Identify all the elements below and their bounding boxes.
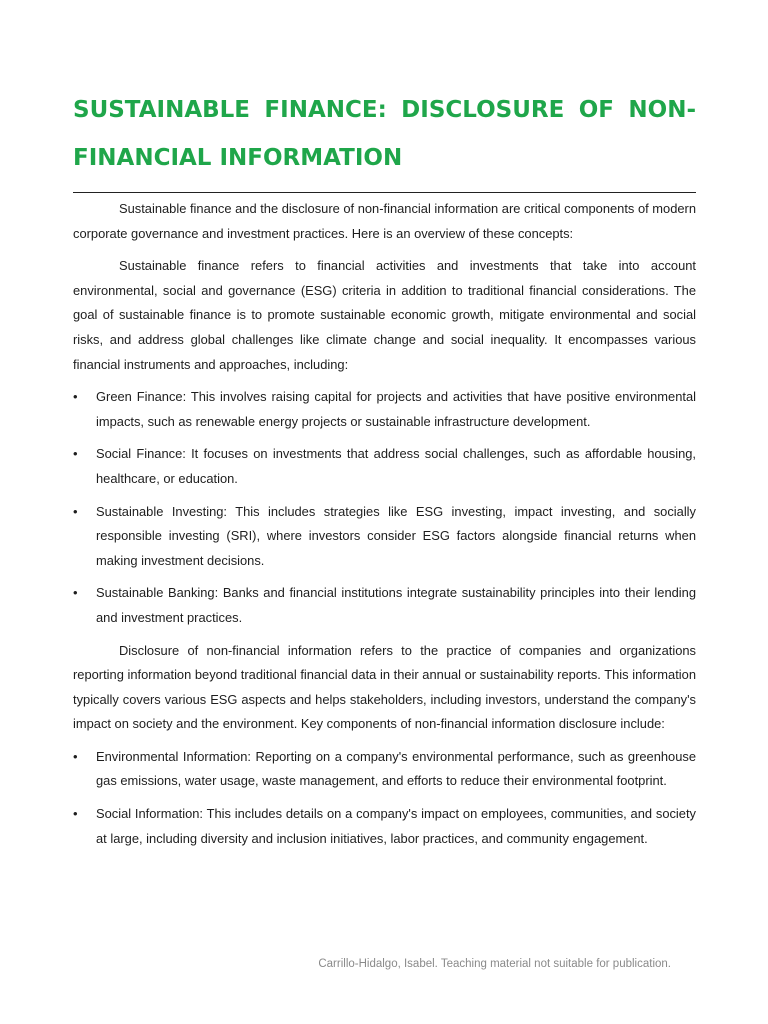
intro-paragraph: Sustainable finance and the disclosure of non-financial information are critical components of modern corporate governance and investment practices. Here is an overview of these concepts: [73, 201, 696, 241]
list-item-sustainable-investing [73, 500, 696, 574]
list-item-text: Green Finance: This involves raising capital for projects and activities that have positive environmental impacts, such as renewable energy projects or sustainable infrastructure development. [96, 389, 696, 429]
bullet-icon: • [73, 446, 78, 462]
list-item-green-finance [73, 385, 696, 434]
bullet-icon: • [73, 748, 78, 764]
sustainable-finance-paragraph: Sustainable finance refers to financial activities and investments that take into account environmental, social and governance (ESG) criteria in addition to traditional financial considerations. The goal of sustainable finance is to promote sustainable economic growth, mitigate environmental and social risks, and address global challenges like climate change and social inequality. It encompasses various financial instruments and approaches, including: [73, 258, 696, 372]
page-footer: Carrillo-Hidalgo, Isabel. Teaching material not suitable for publication. [318, 958, 671, 970]
list-item-environmental-information [73, 745, 696, 794]
list-item-text: Environmental Information: Reporting on a company's environmental performance, such as greenhouse gas emissions, water usage, waste management, and efforts to reduce their environmental footprint. [96, 748, 696, 789]
bullet-icon: • [73, 503, 78, 519]
disclosure-bullet-list [73, 745, 696, 851]
title-divider [73, 192, 696, 193]
list-item-social-finance [73, 442, 696, 491]
document-title: SUSTAINABLE FINANCE: DISCLOSURE OF NON-FINANCIAL INFORMATION [73, 97, 696, 171]
bullet-icon: • [73, 806, 78, 822]
list-item-text: Sustainable Banking: Banks and financial institutions integrate sustainability principles into their lending and investment practices. [96, 585, 696, 625]
finance-bullet-list [73, 385, 696, 630]
list-item-text: Sustainable Investing: This includes strategies like ESG investing, impact investing, and socially responsible investing (SRI), where investors consider ESG factors alongside financial returns when making investment decisions. [96, 503, 696, 568]
list-item-text: Social Finance: It focuses on investments that address social challenges, such as affordable housing, healthcare, or education. [96, 446, 696, 486]
list-item-sustainable-banking [73, 581, 696, 630]
list-item-social-information [73, 802, 696, 851]
bullet-icon: • [73, 585, 78, 601]
disclosure-paragraph: Disclosure of non-financial information refers to the practice of companies and organizations reporting information beyond traditional financial data in their annual or sustainability reports. This information typically covers various ESG aspects and helps stakeholders, including investors, understand the company's impact on society and the environment. Key components of non-financial information disclosure include: [73, 642, 696, 732]
list-item-text: Social Information: This includes details on a company's impact on employees, communities, and society at large, including diversity and inclusion initiatives, labor practices, and community engagement. [96, 806, 696, 846]
document-body [73, 197, 696, 859]
bullet-icon: • [73, 389, 78, 405]
